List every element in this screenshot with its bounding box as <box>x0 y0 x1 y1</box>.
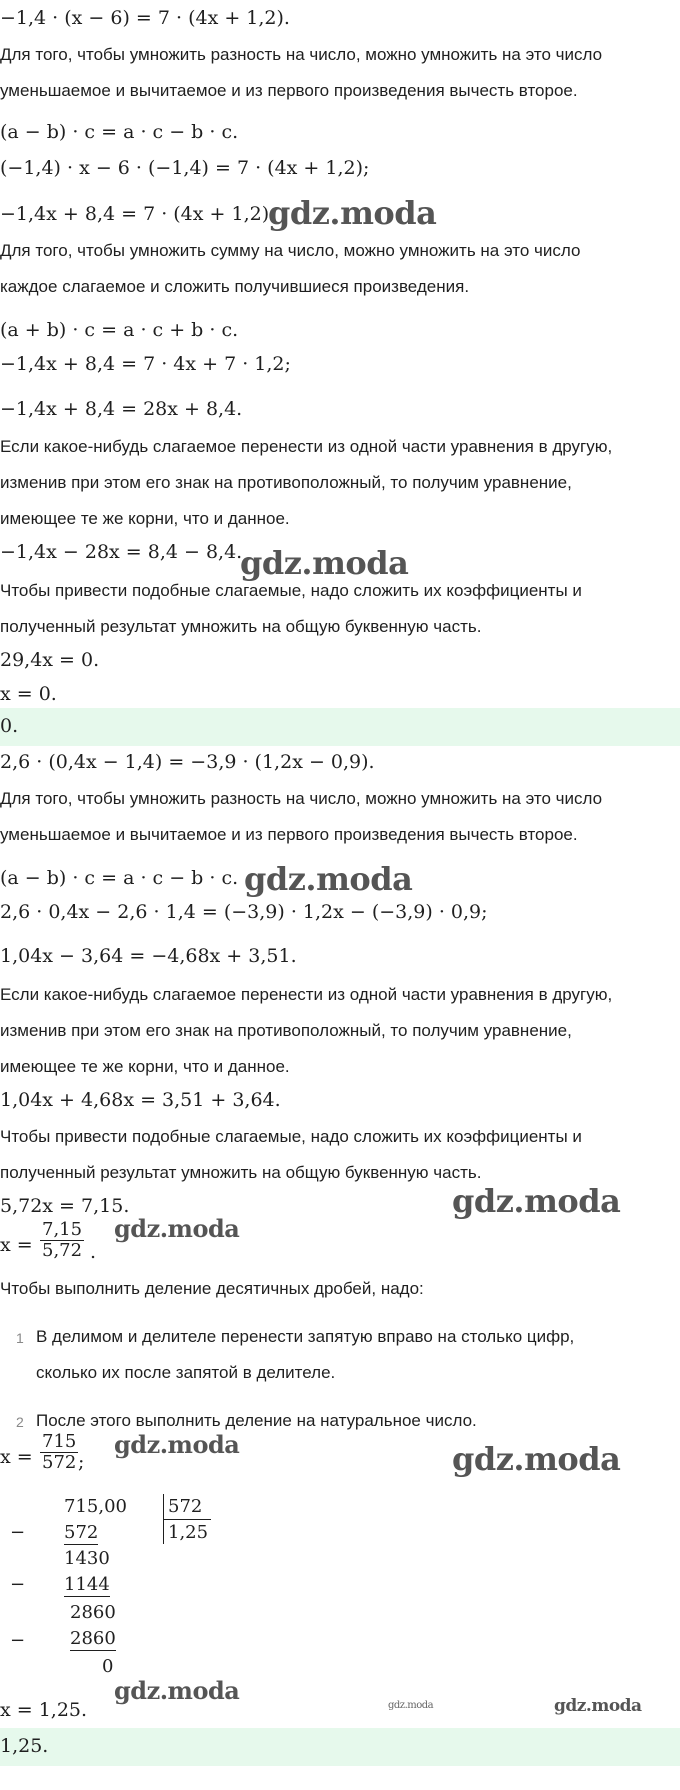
list-item-text: сколько их после запятой в делителе. <box>36 1363 336 1382</box>
equation-line: x = 1,25. <box>0 1699 88 1721</box>
watermark: gdz.moda <box>114 1214 240 1243</box>
rule-text: Чтобы выполнить деление десятичных дробей, надо: <box>0 1279 424 1298</box>
equation-line: 1,04x + 4,68x = 3,51 + 3,64. <box>0 1089 281 1111</box>
long-division-divisor: 572 <box>168 1496 203 1517</box>
equation-line: 5,72x = 7,15. <box>0 1195 130 1217</box>
equation-line: −1,4 · (x − 6) = 7 · (4x + 1,2). <box>0 7 290 29</box>
rule-text: имеющее те же корни, что и данное. <box>0 1057 290 1076</box>
fraction-prefix: x = <box>0 1234 33 1256</box>
fraction-numerator: 715 <box>42 1431 77 1452</box>
watermark: gdz.moda <box>388 1700 434 1711</box>
rule-text: Чтобы привести подобные слагаемые, надо сложить их коэффициенты и <box>0 581 582 600</box>
formula-line: (a + b) · c = a · c + b · c. <box>0 319 239 341</box>
list-item-number: 1 <box>16 1330 24 1346</box>
watermark: gdz.moda <box>114 1430 240 1459</box>
formula-line: (a − b) · c = a · c − b · c. <box>0 867 239 889</box>
equation-line: −1,4x + 8,4 = 7 · (4x + 1,2). <box>0 203 276 225</box>
fraction-numerator: 7,15 <box>42 1219 83 1240</box>
long-division-minus: − <box>10 1522 26 1543</box>
rule-text: Если какое-нибудь слагаемое перенести из одной части уравнения в другую, <box>0 437 613 456</box>
long-division-remainder: 0 <box>102 1656 114 1677</box>
equation-line: −1,4x − 28x = 8,4 − 8,4. <box>0 541 243 563</box>
rule-text: изменив при этом его знак на противоположный, то получим уравнение, <box>0 1021 572 1040</box>
rule-text: Для того, чтобы умножить разность на число, можно умножить на это число <box>0 45 603 64</box>
fraction <box>40 1220 84 1261</box>
fraction-denominator: 5,72 <box>42 1240 83 1261</box>
equation-line: 2,6 · (0,4x − 1,4) = −3,9 · (1,2x − 0,9). <box>0 751 375 773</box>
long-division-dividend: 715,00 <box>64 1496 127 1517</box>
formula-line: (a − b) · c = a · c − b · c. <box>0 121 239 143</box>
equation-line: (−1,4) · x − 6 · (−1,4) = 7 · (4x + 1,2); <box>0 157 370 179</box>
list-item-text: После этого выполнить деление на натуральное число. <box>36 1411 477 1430</box>
fraction-prefix: x = <box>0 1446 33 1468</box>
watermark: gdz.moda <box>268 194 437 232</box>
rule-text: каждое слагаемое и сложить получившиеся произведения. <box>0 277 470 296</box>
list-item-text: В делимом и делителе перенести запятую вправо на столько цифр, <box>36 1327 575 1346</box>
fraction-denominator: 572 <box>42 1452 77 1473</box>
division-bracket-line <box>163 1519 211 1520</box>
rule-text: Для того, чтобы умножить разность на число, можно умножить на это число <box>0 789 603 808</box>
watermark: gdz.moda <box>240 544 409 582</box>
answer-value: 1,25. <box>0 1735 49 1757</box>
rule-text: уменьшаемое и вычитаемое и из первого произведения вычесть второе. <box>0 825 578 844</box>
watermark: gdz.moda <box>114 1676 240 1705</box>
rule-text: Если какое-нибудь слагаемое перенести из одной части уравнения в другую, <box>0 985 613 1004</box>
equation-line: −1,4x + 8,4 = 7 · 4x + 7 · 1,2; <box>0 353 291 375</box>
equation-line: x = 0. <box>0 683 57 705</box>
watermark: gdz.moda <box>452 1182 621 1220</box>
rule-text: полученный результат умножить на общую буквенную часть. <box>0 617 482 636</box>
long-division-remainder: 2860 <box>70 1602 116 1623</box>
equation-line: −1,4x + 8,4 = 28x + 8,4. <box>0 398 243 420</box>
long-division-subtrahend: 2860 <box>70 1628 116 1649</box>
list-item-number: 2 <box>16 1414 24 1430</box>
answer-box <box>0 1728 680 1766</box>
answer-box <box>0 708 680 746</box>
watermark: gdz.moda <box>554 1696 642 1716</box>
equation-line: 2,6 · 0,4x − 2,6 · 1,4 = (−3,9) · 1,2x − (−3,9) · 0,9; <box>0 901 488 923</box>
watermark: gdz.moda <box>452 1440 621 1478</box>
rule-text: Для того, чтобы умножить сумму на число, можно умножить на это число <box>0 241 581 260</box>
long-division-minus: − <box>10 1574 26 1595</box>
rule-text: полученный результат умножить на общую буквенную часть. <box>0 1163 482 1182</box>
long-division-quotient: 1,25 <box>168 1522 209 1543</box>
rule-text: Чтобы привести подобные слагаемые, надо сложить их коэффициенты и <box>0 1127 582 1146</box>
fraction <box>40 1432 78 1473</box>
fraction-suffix: ; <box>78 1451 85 1473</box>
long-division-subtrahend: 1144 <box>64 1574 110 1595</box>
long-division-subtrahend: 572 <box>64 1522 99 1543</box>
equation-line: 29,4x = 0. <box>0 649 100 671</box>
rule-text: уменьшаемое и вычитаемое и из первого произведения вычесть второе. <box>0 81 578 100</box>
rule-text: изменив при этом его знак на противоположный, то получим уравнение, <box>0 473 572 492</box>
rule-text: имеющее те же корни, что и данное. <box>0 509 290 528</box>
long-division-remainder: 1430 <box>64 1548 110 1569</box>
fraction-suffix: . <box>90 1241 97 1263</box>
long-division-minus: − <box>10 1630 26 1651</box>
watermark: gdz.moda <box>244 860 413 898</box>
answer-value: 0. <box>0 715 19 737</box>
equation-line: 1,04x − 3,64 = −4,68x + 3,51. <box>0 945 297 967</box>
